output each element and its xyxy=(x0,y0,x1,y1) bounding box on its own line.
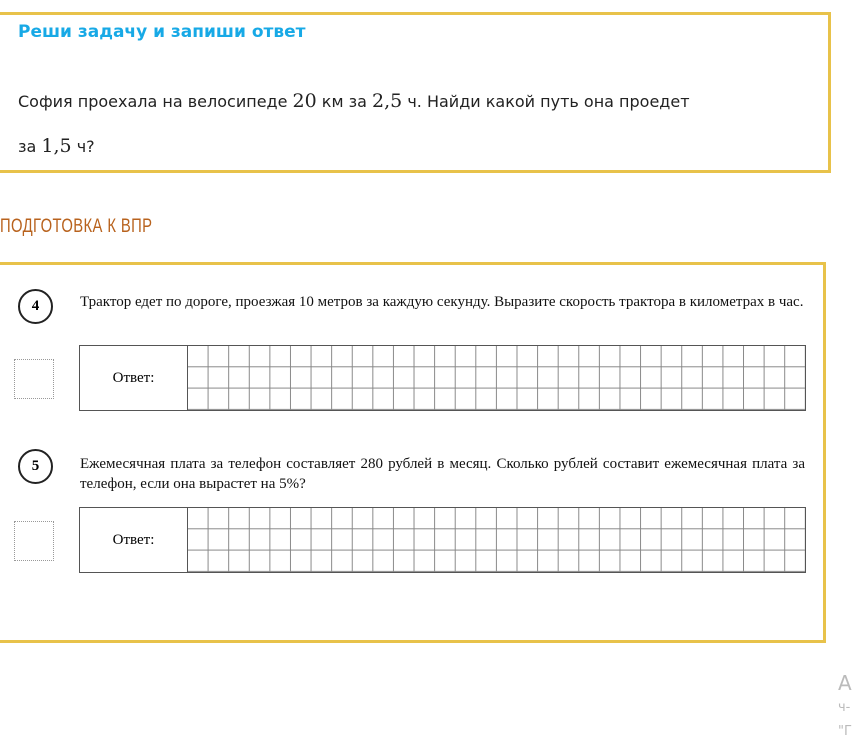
task-title: Реши задачу и запиши ответ xyxy=(18,22,306,42)
question-number: 5 xyxy=(18,449,53,484)
answer-label: Ответ: xyxy=(80,508,188,572)
answer-field[interactable] xyxy=(79,345,806,411)
worksheet-card xyxy=(0,262,826,643)
answer-grid[interactable] xyxy=(188,346,805,410)
answer-field[interactable] xyxy=(79,507,806,573)
score-box xyxy=(14,359,54,399)
answer-grid[interactable] xyxy=(188,508,805,572)
task-text-line-2: за 1,5 ч? xyxy=(18,135,95,157)
score-box xyxy=(14,521,54,561)
question-number: 4 xyxy=(18,289,53,324)
question-text: Трактор едет по дороге, проезжая 10 метров за каждую секунду. Выразите скорость трактора в километрах в час. xyxy=(80,294,804,310)
question-text: Ежемесячная плата за телефон составляет 280 рублей в месяц. Сколько рублей составит ежемесячная плата за телефон, если она вырастет на 5%? xyxy=(80,456,805,492)
task-text-line-1: София проехала на велосипеде 20 км за 2,5 ч. Найди какой путь она проедет xyxy=(18,90,690,112)
side-text: ч- xyxy=(838,700,851,715)
answer-label: Ответ: xyxy=(80,346,188,410)
side-text: "Г xyxy=(838,724,852,739)
side-text: А xyxy=(838,671,852,695)
section-title: ПОДГОТОВКА К ВПР xyxy=(0,216,153,237)
